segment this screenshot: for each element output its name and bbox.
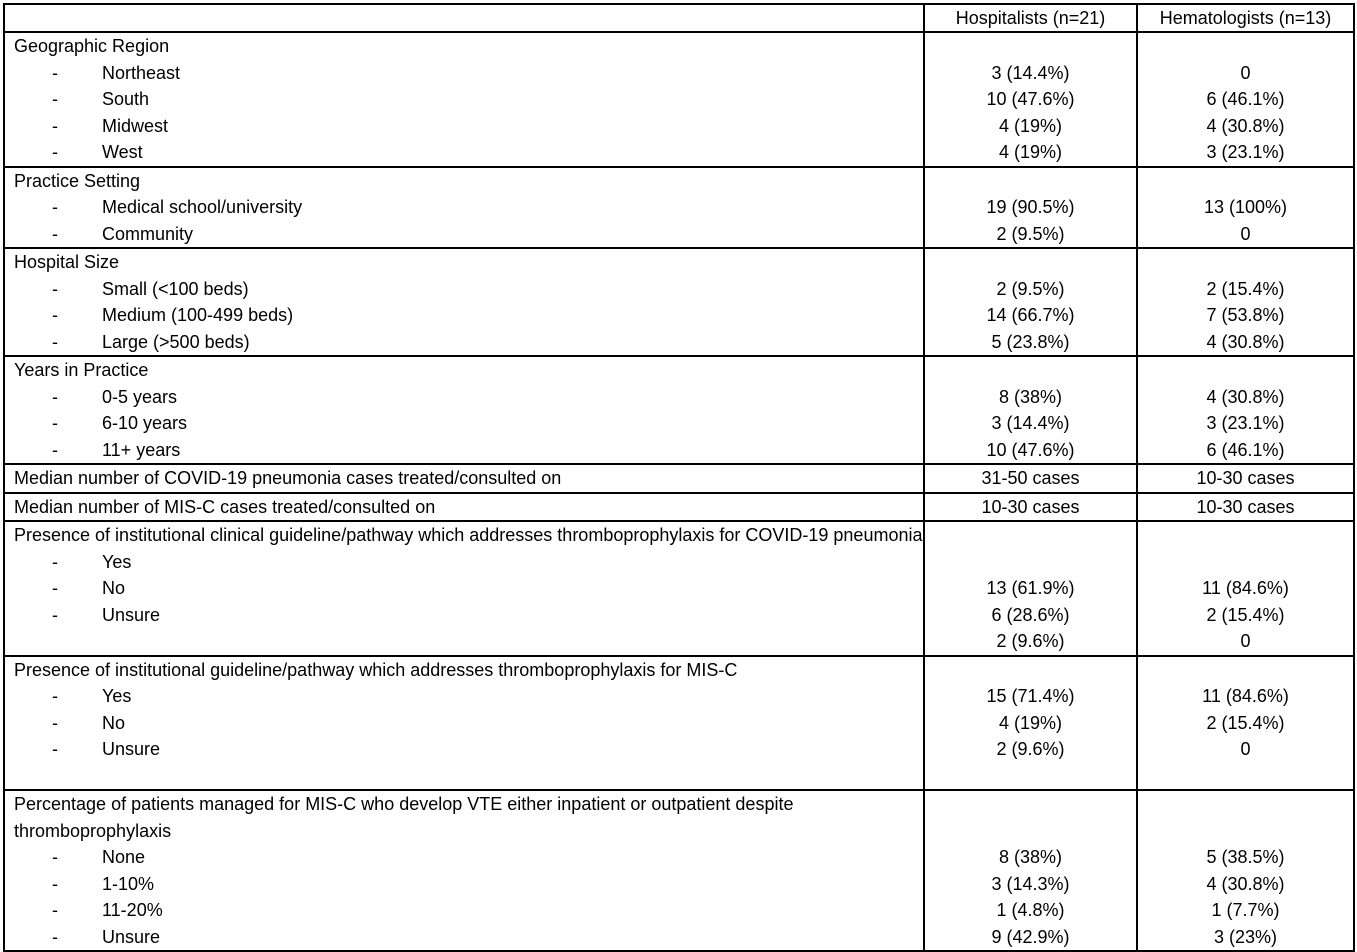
hematologists-value: 2 (15.4%) xyxy=(1206,604,1285,625)
item-label: Yes xyxy=(102,686,132,706)
section-title: Median number of COVID-19 pneumonia cases treated/consulted on xyxy=(14,468,562,488)
header-row xyxy=(4,4,1354,32)
hematologists-value: 13 (100%) xyxy=(1203,197,1288,217)
spacer xyxy=(925,791,1136,818)
table-row xyxy=(4,493,1354,522)
hospitalists-value: 10 (47.6%) xyxy=(986,89,1075,109)
label-cell xyxy=(4,464,924,493)
bullet-dash: - xyxy=(52,900,58,920)
hematologists-value: 0 xyxy=(1240,62,1251,83)
table-row xyxy=(4,464,1354,493)
survey-table xyxy=(3,3,1355,952)
hematologists-value: 6 (46.1%) xyxy=(1206,89,1285,109)
hospitalists-value: 1 (4.8%) xyxy=(996,900,1065,920)
spacer xyxy=(925,657,1136,684)
hospitalists-value: 4 (19%) xyxy=(998,115,1063,136)
label-cell xyxy=(4,32,924,167)
item-label: 11+ years xyxy=(102,439,181,460)
table-row xyxy=(4,167,1354,249)
hematologists-value: 3 (23.1%) xyxy=(1206,413,1285,433)
bullet-dash: - xyxy=(52,604,58,625)
section-title: Hospital Size xyxy=(14,252,120,272)
bullet-dash: - xyxy=(52,739,58,759)
spacer xyxy=(1138,818,1353,845)
hospitalists-value: 4 (19%) xyxy=(998,712,1063,733)
list-item xyxy=(14,302,923,329)
hospitalists-cell xyxy=(924,521,1137,656)
hematologists-value: 5 (38.5%) xyxy=(1206,847,1285,867)
hematologists-cell xyxy=(1137,356,1354,464)
list-item xyxy=(14,924,923,951)
item-label: West xyxy=(102,142,143,162)
hematologists-value: 11 (84.6%) xyxy=(1202,686,1289,706)
hematologists-value: 0 xyxy=(1240,631,1251,651)
table-row xyxy=(4,790,1354,951)
hematologists-cell xyxy=(1137,790,1354,951)
list-item xyxy=(14,549,923,576)
hospitalists-value: 13 (61.9%) xyxy=(986,578,1075,598)
list-item xyxy=(14,710,923,737)
bullet-dash: - xyxy=(52,197,58,217)
hematologists-cell xyxy=(1137,656,1354,791)
list-item xyxy=(14,897,923,924)
list-item xyxy=(14,113,923,140)
spacer xyxy=(925,818,1136,845)
spacer xyxy=(925,168,1136,195)
hematologists-cell xyxy=(1137,32,1354,167)
bullet-dash: - xyxy=(52,439,58,460)
hematologists-value: 10-30 cases xyxy=(1196,468,1295,488)
bullet-dash: - xyxy=(52,926,58,947)
section-title: Years in Practice xyxy=(14,360,149,380)
hospitalists-cell xyxy=(924,464,1137,493)
list-item xyxy=(14,844,923,871)
bullet-dash: - xyxy=(52,873,58,894)
hospitalists-cell xyxy=(924,32,1137,167)
list-item xyxy=(14,410,923,437)
hospitalists-value: 8 (38%) xyxy=(998,386,1063,407)
hospitalists-value: 2 (9.5%) xyxy=(996,278,1065,299)
item-label: Large (>500 beds) xyxy=(102,331,250,352)
hematologists-value: 11 (84.6%) xyxy=(1202,578,1289,598)
hematologists-cell xyxy=(1137,493,1354,522)
label-cell xyxy=(4,493,924,522)
list-item xyxy=(14,602,923,629)
list-item xyxy=(14,194,923,221)
bullet-dash: - xyxy=(52,305,58,325)
header-hematologists: Hematologists (n=13) xyxy=(1137,4,1354,32)
hospitalists-value: 19 (90.5%) xyxy=(986,197,1075,217)
hospitalists-value: 31-50 cases xyxy=(981,468,1080,488)
list-item xyxy=(14,276,923,303)
list-item xyxy=(14,60,923,87)
bullet-dash: - xyxy=(52,413,58,433)
bullet-dash: - xyxy=(52,331,58,352)
label-cell xyxy=(4,521,924,656)
item-label: Unsure xyxy=(102,926,161,947)
hospitalists-value: 15 (71.4%) xyxy=(986,686,1075,706)
hospitalists-value: 2 (9.6%) xyxy=(996,631,1065,651)
hospitalists-value: 3 (14.3%) xyxy=(991,873,1070,894)
label-cell xyxy=(4,790,924,951)
spacer xyxy=(1138,522,1353,549)
item-label: Medium (100-499 beds) xyxy=(102,305,294,325)
spacer xyxy=(925,249,1136,276)
list-item xyxy=(14,871,923,898)
hospitalists-cell xyxy=(924,790,1137,951)
item-label: South xyxy=(102,89,150,109)
hematologists-value: 7 (53.8%) xyxy=(1206,305,1285,325)
item-label: No xyxy=(102,578,126,598)
hematologists-value: 3 (23.1%) xyxy=(1206,142,1285,162)
hematologists-value: 4 (30.8%) xyxy=(1206,115,1285,136)
spacer xyxy=(1138,168,1353,195)
bullet-dash: - xyxy=(52,386,58,407)
list-item xyxy=(14,683,923,710)
spacer xyxy=(1138,791,1353,818)
hospitalists-value: 8 (38%) xyxy=(998,847,1063,867)
table-row xyxy=(4,656,1354,791)
spacer xyxy=(925,357,1136,384)
hospitalists-value: 2 (9.6%) xyxy=(996,739,1065,759)
bullet-dash: - xyxy=(52,847,58,867)
hematologists-value: 4 (30.8%) xyxy=(1206,331,1285,352)
bullet-dash: - xyxy=(52,712,58,733)
item-label: Community xyxy=(102,223,194,244)
hematologists-value: 4 (30.8%) xyxy=(1206,386,1285,407)
table-row xyxy=(4,521,1354,656)
item-label: Midwest xyxy=(102,115,169,136)
item-label: 0-5 years xyxy=(102,386,178,407)
hematologists-value: 3 (23%) xyxy=(1213,926,1278,947)
list-item xyxy=(14,139,923,166)
bullet-dash: - xyxy=(52,115,58,136)
header-blank-cell xyxy=(4,4,924,32)
spacer xyxy=(1138,549,1353,576)
hospitalists-cell xyxy=(924,167,1137,249)
spacer xyxy=(1138,249,1353,276)
hospitalists-cell xyxy=(924,493,1137,522)
hematologists-value: 2 (15.4%) xyxy=(1206,278,1285,299)
item-label: None xyxy=(102,847,146,867)
item-label: Unsure xyxy=(102,739,161,759)
hematologists-cell xyxy=(1137,248,1354,356)
list-item xyxy=(14,437,923,464)
hematologists-value: 0 xyxy=(1240,739,1251,759)
item-label: Small (<100 beds) xyxy=(102,278,249,299)
item-label: 11-20% xyxy=(102,900,163,920)
label-cell xyxy=(4,656,924,791)
section-title: Presence of institutional clinical guideline/pathway which addresses thromboprophylaxis for COVID-19 pneumonia xyxy=(14,525,923,545)
list-item xyxy=(14,736,923,763)
hospitalists-value: 10-30 cases xyxy=(981,496,1080,517)
hematologists-value: 1 (7.7%) xyxy=(1211,900,1280,920)
bullet-dash: - xyxy=(52,62,58,83)
hospitalists-value: 4 (19%) xyxy=(998,142,1063,162)
item-label: Unsure xyxy=(102,604,161,625)
section-title: Percentage of patients managed for MIS-C who develop VTE either inpatient or outpatient despite thromboprophylaxis xyxy=(14,794,794,841)
label-cell xyxy=(4,248,924,356)
edge-mark xyxy=(1353,248,1355,272)
list-item xyxy=(14,575,923,602)
hospitalists-cell xyxy=(924,656,1137,791)
hematologists-value: 2 (15.4%) xyxy=(1206,712,1285,733)
label-cell xyxy=(4,356,924,464)
hospitalists-value: 10 (47.6%) xyxy=(986,439,1075,460)
hematologists-value: 6 (46.1%) xyxy=(1206,439,1285,460)
bullet-dash: - xyxy=(52,278,58,299)
spacer xyxy=(1138,33,1353,60)
item-label: 6-10 years xyxy=(102,413,188,433)
spacer xyxy=(925,33,1136,60)
item-label: Yes xyxy=(102,551,132,572)
hospitalists-value: 14 (66.7%) xyxy=(986,305,1075,325)
item-label: No xyxy=(102,712,126,733)
hospitalists-cell xyxy=(924,356,1137,464)
table-row xyxy=(4,248,1354,356)
hematologists-cell xyxy=(1137,464,1354,493)
hematologists-value: 4 (30.8%) xyxy=(1206,873,1285,894)
hospitalists-value: 9 (42.9%) xyxy=(991,926,1070,947)
section-title: Geographic Region xyxy=(14,36,170,56)
hematologists-value: 0 xyxy=(1240,223,1251,244)
list-item xyxy=(14,384,923,411)
section-title: Presence of institutional guideline/pathway which addresses thromboprophylaxis for MIS-C xyxy=(14,659,738,680)
hematologists-value: 10-30 cases xyxy=(1196,496,1295,517)
label-cell xyxy=(4,167,924,249)
bullet-dash: - xyxy=(52,578,58,598)
hematologists-cell xyxy=(1137,167,1354,249)
list-item xyxy=(14,221,923,248)
bullet-dash: - xyxy=(52,89,58,109)
table-row xyxy=(4,356,1354,464)
section-title: Median number of MIS-C cases treated/consulted on xyxy=(14,496,436,517)
table-row xyxy=(4,32,1354,167)
hospitalists-cell xyxy=(924,248,1137,356)
hospitalists-value: 3 (14.4%) xyxy=(991,62,1070,83)
bullet-dash: - xyxy=(52,551,58,572)
hematologists-cell xyxy=(1137,521,1354,656)
spacer xyxy=(1138,657,1353,684)
item-label: Northeast xyxy=(102,62,181,83)
section-title: Practice Setting xyxy=(14,170,141,191)
hospitalists-value: 5 (23.8%) xyxy=(991,331,1070,352)
hospitalists-value: 2 (9.5%) xyxy=(996,223,1065,244)
bullet-dash: - xyxy=(52,686,58,706)
spacer xyxy=(925,549,1136,576)
bullet-dash: - xyxy=(52,142,58,162)
bullet-dash: - xyxy=(52,223,58,244)
hospitalists-value: 6 (28.6%) xyxy=(991,604,1070,625)
list-item xyxy=(14,329,923,356)
spacer xyxy=(14,763,923,790)
header-hospitalists: Hospitalists (n=21) xyxy=(924,4,1137,32)
list-item xyxy=(14,86,923,113)
item-label: 1-10% xyxy=(102,873,155,894)
spacer xyxy=(925,522,1136,549)
hospitalists-value: 3 (14.4%) xyxy=(991,413,1070,433)
spacer xyxy=(1138,357,1353,384)
item-label: Medical school/university xyxy=(102,197,303,217)
